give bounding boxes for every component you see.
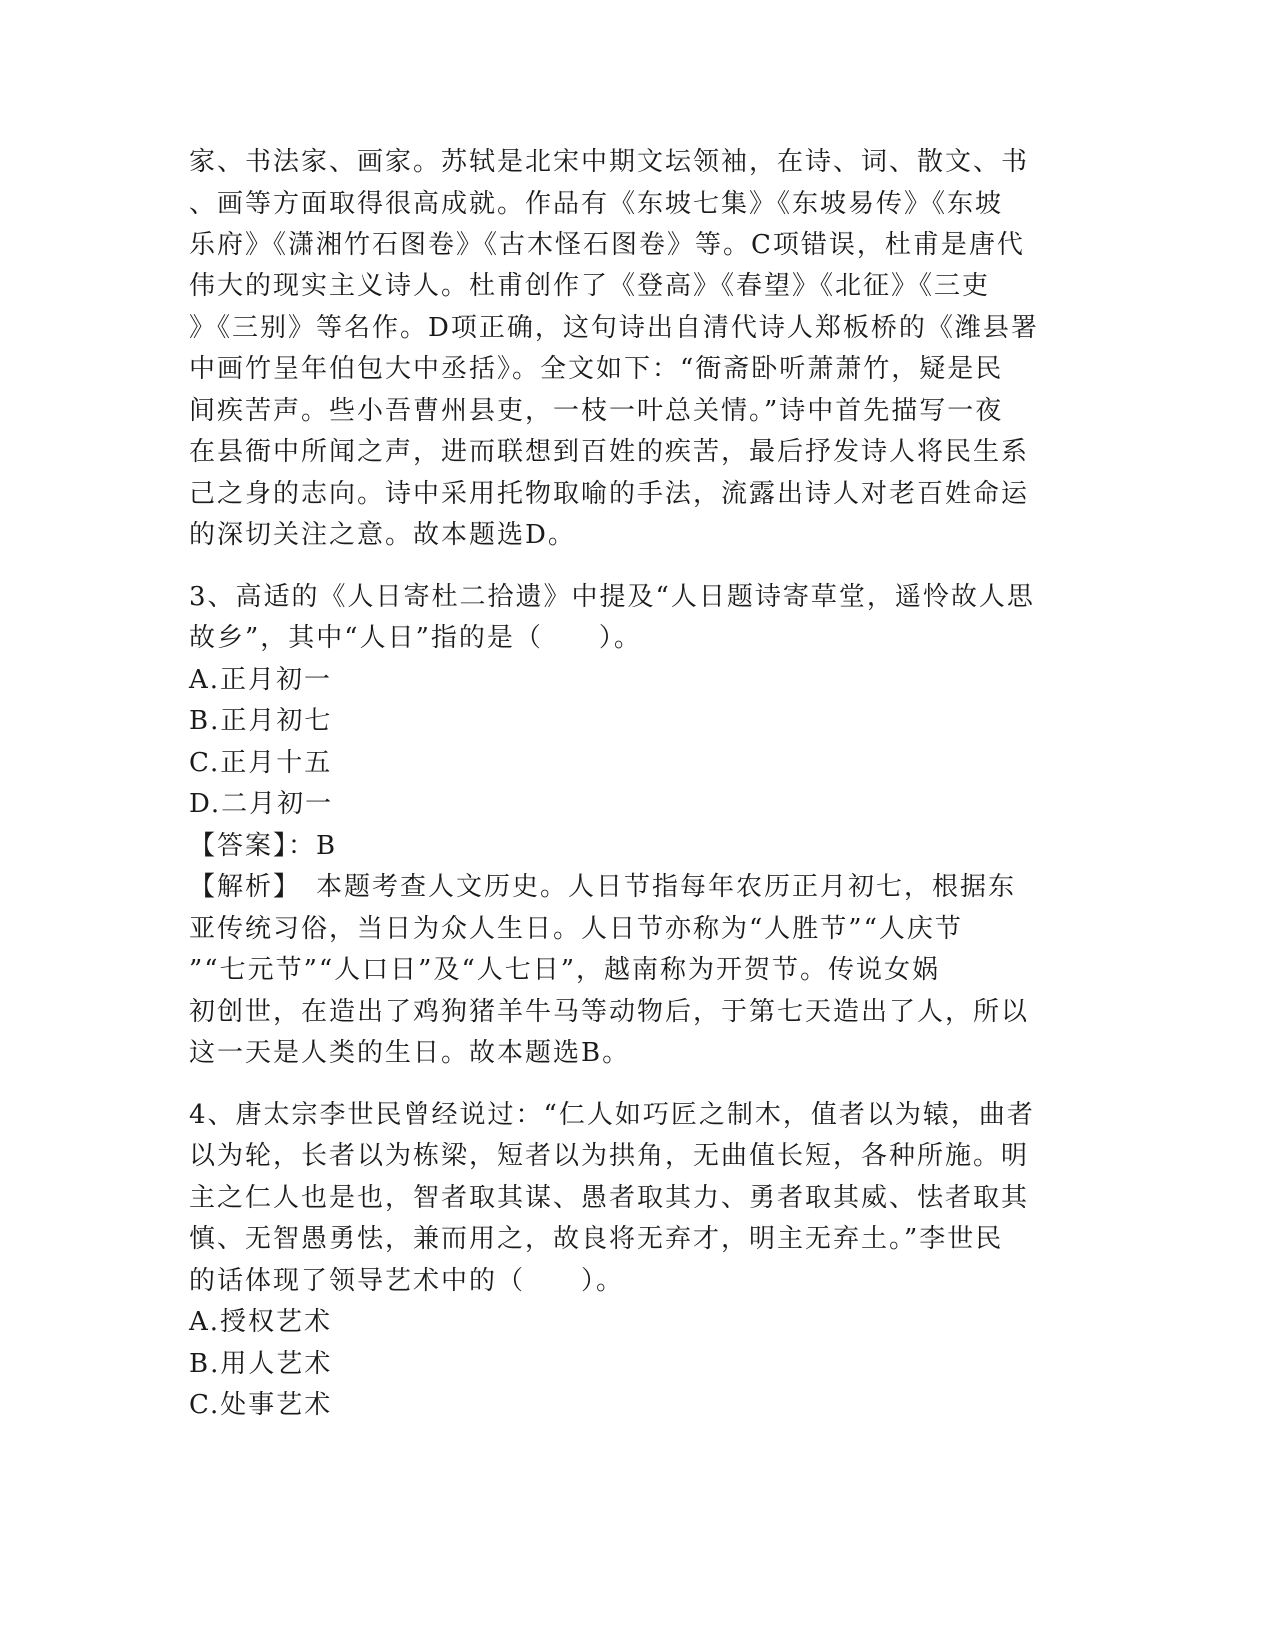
text-line: 家、书法家、画家。苏轼是北宋中期文坛领袖，在诗、词、散文、书 bbox=[189, 147, 1030, 177]
option-b: B.用人艺术 bbox=[189, 1349, 333, 1379]
option-c: C.正月十五 bbox=[189, 748, 333, 778]
analysis-line: 亚传统习俗，当日为众人生日。人日节亦称为“人胜节”“人庆节 bbox=[189, 914, 963, 944]
question-stem-line: 以为轮，长者以为栋梁，短者以为拱角，无曲值长短，各种所施。明 bbox=[189, 1141, 1030, 1171]
option-d: D.二月初一 bbox=[189, 789, 334, 819]
text-line: 在县衙中所闻之声，进而联想到百姓的疾苦，最后抒发诗人将民生系 bbox=[189, 437, 1030, 467]
option-a: A.正月初一 bbox=[189, 665, 333, 695]
text-line: 》《三别》等名作。D项正确，这句诗出自清代诗人郑板桥的《潍县署 bbox=[189, 313, 1039, 343]
analysis-line: 这一天是人类的生日。故本题选B。 bbox=[189, 1038, 631, 1068]
text-line: 间疾苦声。些小吾曹州县吏，一枝一叶总关情。”诗中首先描写一夜 bbox=[189, 396, 1004, 426]
text-line: 伟大的现实主义诗人。杜甫创作了《登高》《春望》《北征》《三吏 bbox=[189, 271, 991, 301]
answer-line: 【答案】：B bbox=[189, 831, 338, 861]
question-stem-line: 故乡”，其中“人日”指的是（ ）。 bbox=[189, 623, 642, 653]
analysis-line: 【解析】 本题考查人文历史。人日节指每年农历正月初七，根据东 bbox=[189, 872, 1017, 902]
question-stem-line: 主之仁人也是也，智者取其谋、愚者取其力、勇者取其威、怯者取其 bbox=[189, 1183, 1030, 1213]
option-c: C.处事艺术 bbox=[189, 1390, 333, 1420]
text-line: 的深切关注之意。故本题选D。 bbox=[189, 520, 576, 550]
analysis-line: 初创世，在造出了鸡狗猪羊牛马等动物后，于第七天造出了人，所以 bbox=[189, 997, 1030, 1027]
option-a: A.授权艺术 bbox=[189, 1307, 333, 1337]
question-stem-line: 慎、无智愚勇怯，兼而用之，故良将无弃才，明主无弃土。”李世民 bbox=[189, 1224, 1004, 1254]
question-stem-line: 的话体现了领导艺术中的（ ）。 bbox=[189, 1266, 625, 1296]
option-b: B.正月初七 bbox=[189, 706, 333, 736]
text-line: 、画等方面取得很高成就。作品有《东坡七集》《东坡易传》《东坡 bbox=[189, 189, 1004, 219]
analysis-line: ”“七元节”“人口日”及“人七日”，越南称为开贺节。传说女娲 bbox=[189, 955, 941, 985]
question-stem-line: 3、高适的《人日寄杜二拾遗》中提及“人日题诗寄草堂，遥怜故人思 bbox=[189, 582, 1035, 612]
text-line: 中画竹呈年伯包大中丞括》。全文如下：“衙斋卧听萧萧竹，疑是民 bbox=[189, 354, 1004, 384]
text-line: 己之身的志向。诗中采用托物取喻的手法，流露出诗人对老百姓命运 bbox=[189, 479, 1030, 509]
question-stem-line: 4、唐太宗李世民曾经说过：“仁人如巧匠之制木，值者以为辕，曲者 bbox=[189, 1100, 1035, 1130]
text-line: 乐府》《潇湘竹石图卷》《古木怪石图卷》等。C项错误，杜甫是唐代 bbox=[189, 230, 1025, 260]
